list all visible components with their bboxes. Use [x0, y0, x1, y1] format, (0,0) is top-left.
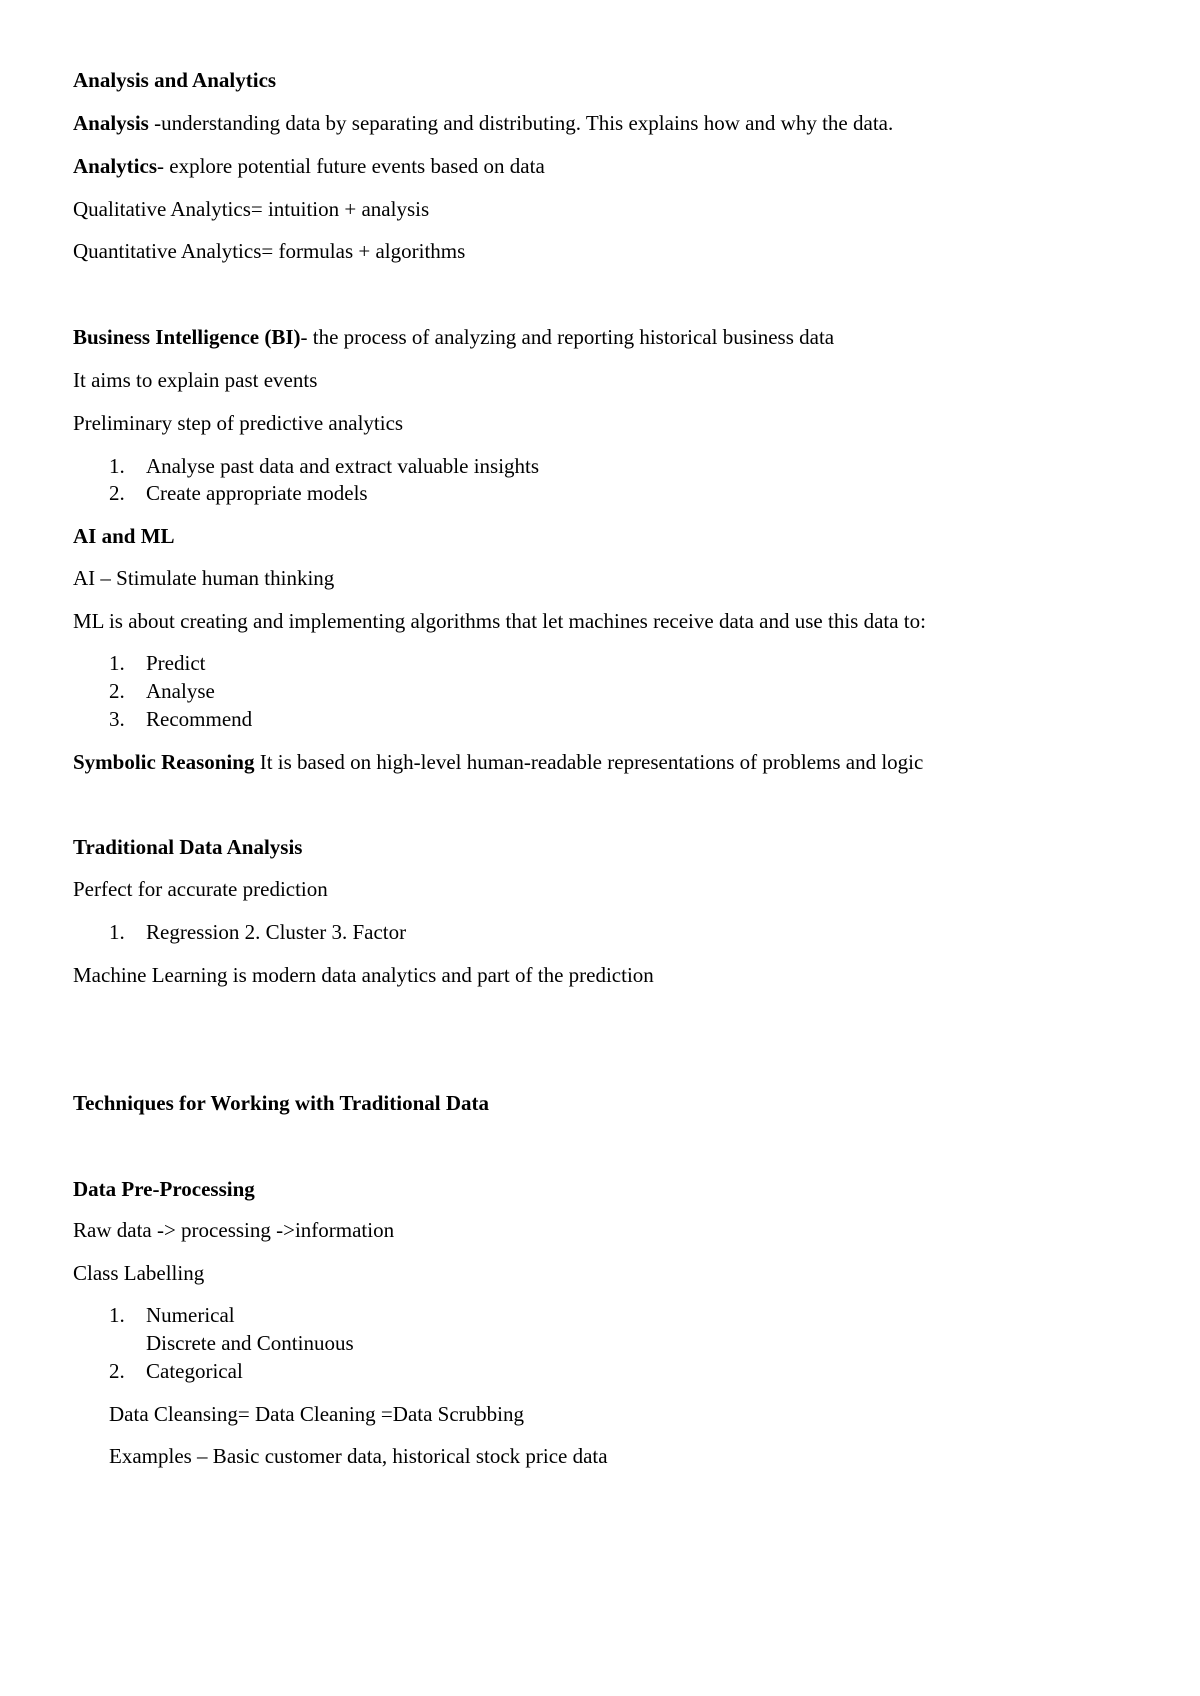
- bi-term: Business Intelligence (BI): [73, 325, 301, 349]
- heading-analysis-and-analytics: Analysis and Analytics: [73, 68, 277, 92]
- data-cleansing-line: Data Cleansing= Data Cleaning =Data Scrubbing: [109, 1402, 524, 1426]
- qualitative-analytics: Qualitative Analytics= intuition + analysis: [73, 197, 430, 221]
- list-item: 2. Categorical: [109, 1359, 243, 1383]
- heading-traditional-data-analysis: Traditional Data Analysis: [73, 835, 303, 859]
- list-item: 1. Regression 2. Cluster 3. Factor: [109, 920, 407, 944]
- list-item-subtext: Discrete and Continuous: [146, 1331, 354, 1355]
- list-item: 1. Numerical: [109, 1303, 235, 1327]
- analytics-definition: [73, 154, 545, 178]
- class-labelling: Class Labelling: [73, 1261, 205, 1285]
- bi-definition: [73, 325, 834, 349]
- analytics-term: Analytics: [73, 154, 157, 178]
- preprocessing-line-1: Raw data -> processing ->information: [73, 1218, 395, 1242]
- list-item: 2. Analyse: [109, 679, 215, 703]
- list-item: 1. Predict: [109, 651, 206, 675]
- ai-line: AI – Stimulate human thinking: [73, 566, 335, 590]
- symbolic-def-text: It is based on high-level human-readable representations of problems and logic: [254, 750, 924, 774]
- quantitative-analytics: Quantitative Analytics= formulas + algorithms: [73, 239, 466, 263]
- analysis-definition: [73, 111, 893, 135]
- analysis-term: Analysis: [73, 111, 149, 135]
- analysis-def-text: -understanding data by separating and distributing. This explains how and why the data.: [148, 111, 894, 135]
- list-item: 1. Analyse past data and extract valuable insights: [109, 454, 540, 478]
- traditional-line-1: Perfect for accurate prediction: [73, 877, 328, 901]
- bi-line-2: Preliminary step of predictive analytics: [73, 411, 404, 435]
- bi-line-1: It aims to explain past events: [73, 368, 318, 392]
- analytics-def-text: - explore potential future events based on data: [157, 154, 545, 178]
- heading-data-pre-processing: Data Pre-Processing: [73, 1177, 255, 1201]
- symbolic-term: Symbolic Reasoning: [73, 750, 255, 774]
- traditional-ml-line: Machine Learning is modern data analytics and part of the prediction: [73, 963, 654, 987]
- ml-line: ML is about creating and implementing algorithms that let machines receive data and use this data to:: [73, 609, 926, 633]
- bi-def-text: - the process of analyzing and reporting historical business data: [300, 325, 835, 349]
- heading-ai-and-ml: AI and ML: [73, 524, 175, 548]
- list-item: 3. Recommend: [109, 707, 253, 731]
- heading-techniques: Techniques for Working with Traditional Data: [73, 1091, 490, 1115]
- symbolic-reasoning: [73, 750, 923, 774]
- examples-line: Examples – Basic customer data, historical stock price data: [109, 1444, 608, 1468]
- list-item: 2. Create appropriate models: [109, 481, 368, 505]
